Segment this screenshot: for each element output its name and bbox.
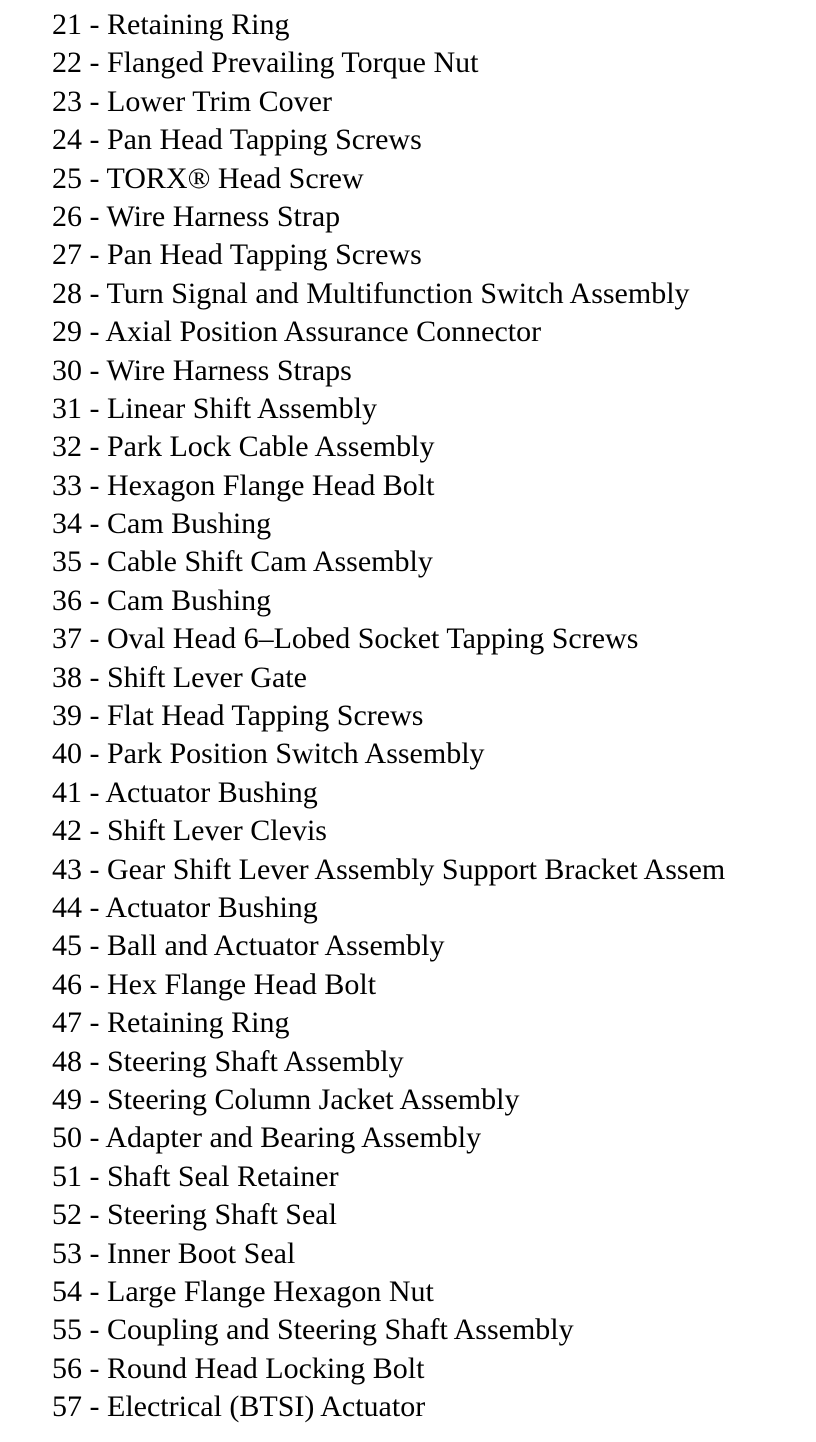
list-item: 50 - Adapter and Bearing Assembly xyxy=(52,1121,482,1155)
list-item: 38 - Shift Lever Gate xyxy=(52,660,307,694)
parts-list xyxy=(52,6,816,1426)
list-item: 24 - Pan Head Tapping Screws xyxy=(52,123,422,157)
list-item: 27 - Pan Head Tapping Screws xyxy=(52,238,422,272)
list-item: 43 - Gear Shift Lever Assembly Support Bracket Assem xyxy=(52,852,726,886)
list-item: 51 - Shaft Seal Retainer xyxy=(52,1159,339,1193)
list-item: 39 - Flat Head Tapping Screws xyxy=(52,699,424,733)
list-item: 48 - Steering Shaft Assembly xyxy=(52,1044,404,1078)
list-item: 52 - Steering Shaft Seal xyxy=(52,1198,337,1232)
list-item: 55 - Coupling and Steering Shaft Assembly xyxy=(52,1313,574,1347)
list-item: 42 - Shift Lever Clevis xyxy=(52,814,327,848)
list-item: 28 - Turn Signal and Multifunction Switch Assembly xyxy=(52,276,690,310)
list-item: 22 - Flanged Prevailing Torque Nut xyxy=(52,46,479,80)
list-item: 46 - Hex Flange Head Bolt xyxy=(52,967,377,1001)
list-item: 30 - Wire Harness Straps xyxy=(52,353,352,387)
list-item: 40 - Park Position Switch Assembly xyxy=(52,737,485,771)
list-item: 45 - Ball and Actuator Assembly xyxy=(52,929,445,963)
list-item: 37 - Oval Head 6–Lobed Socket Tapping Screws xyxy=(52,622,639,656)
list-item: 56 - Round Head Locking Bolt xyxy=(52,1351,425,1385)
list-item: 47 - Retaining Ring xyxy=(52,1006,290,1040)
list-item: 32 - Park Lock Cable Assembly xyxy=(52,430,435,464)
list-item: 29 - Axial Position Assurance Connector xyxy=(52,315,542,349)
list-item: 49 - Steering Column Jacket Assembly xyxy=(52,1082,520,1116)
list-item: 33 - Hexagon Flange Head Bolt xyxy=(52,468,435,502)
list-item: 41 - Actuator Bushing xyxy=(52,775,318,809)
list-item: 53 - Inner Boot Seal xyxy=(52,1236,296,1270)
list-item: 26 - Wire Harness Strap xyxy=(52,199,341,233)
list-item: 35 - Cable Shift Cam Assembly xyxy=(52,545,433,579)
list-item: 54 - Large Flange Hexagon Nut xyxy=(52,1274,434,1308)
list-item: 25 - TORX® Head Screw xyxy=(52,161,364,195)
list-item: 34 - Cam Bushing xyxy=(52,507,272,541)
list-item: 31 - Linear Shift Assembly xyxy=(52,391,377,425)
list-item: 23 - Lower Trim Cover xyxy=(52,84,332,118)
list-item: 44 - Actuator Bushing xyxy=(52,890,318,924)
list-item: 36 - Cam Bushing xyxy=(52,583,272,617)
list-item: 21 - Retaining Ring xyxy=(52,8,290,41)
list-item: 57 - Electrical (BTSI) Actuator xyxy=(52,1390,426,1424)
